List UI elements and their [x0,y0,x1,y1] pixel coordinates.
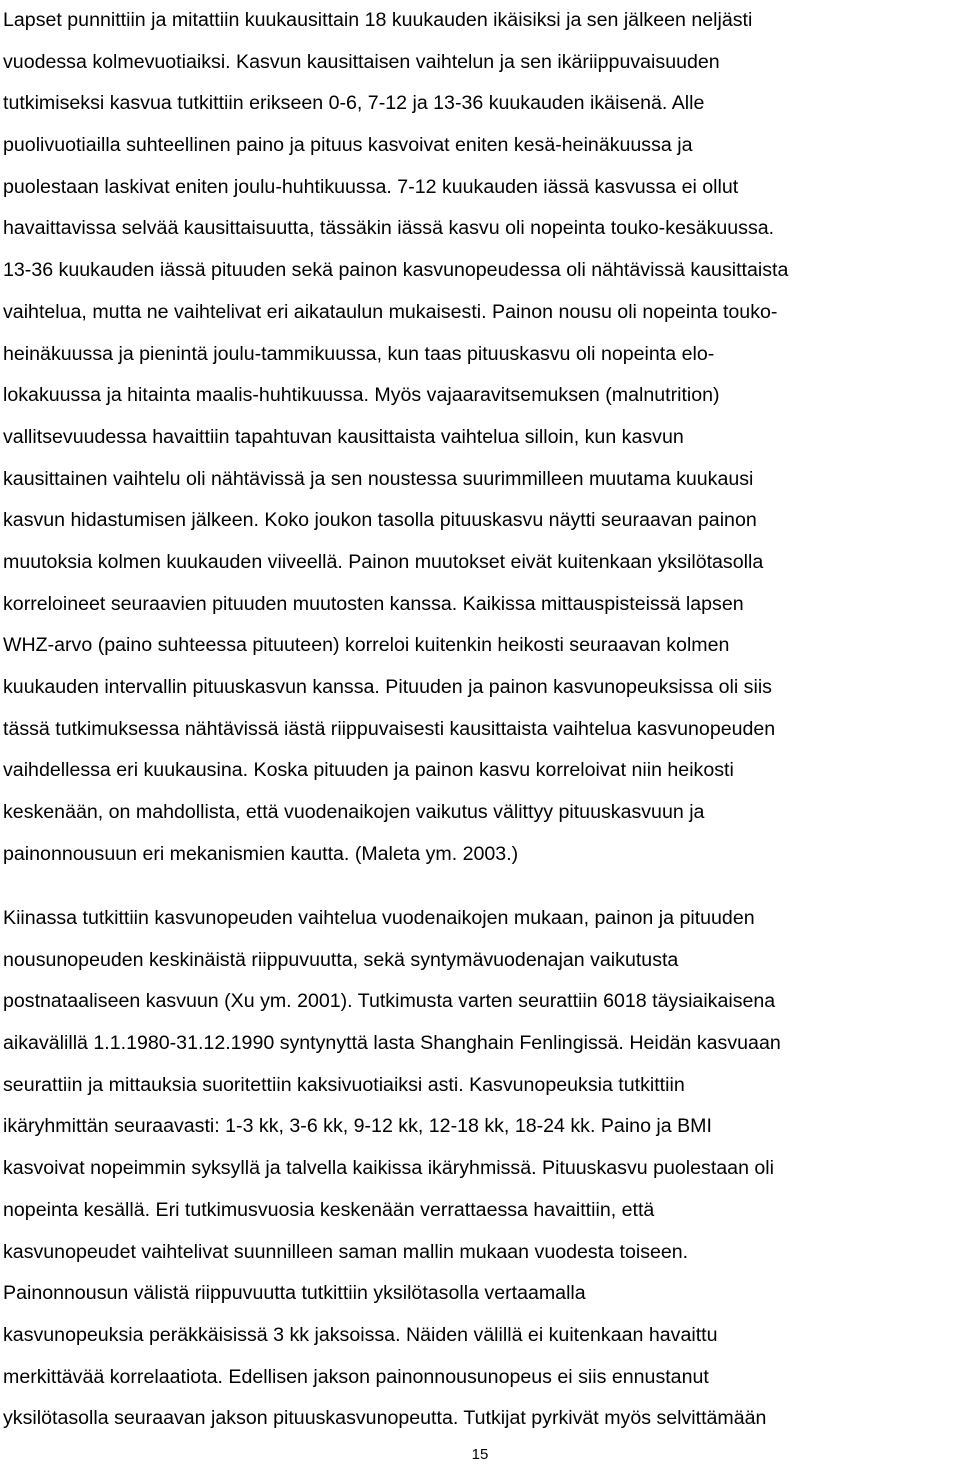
text-line: havaittavissa selvää kausittaisuutta, tässäkin iässä kasvu oli nopeinta touko-kesäkuussa. [3,217,775,240]
text-line: yksilötasolla seuraavan jakson pituuskasvunopeutta. Tutkijat pyrkivät myös selvittämään [3,1407,767,1430]
text-line: Kiinassa tutkittiin kasvunopeuden vaihtelua vuodenaikojen mukaan, painon ja pituuden [3,907,755,929]
text-line: heinäkuussa ja pienintä joulu-tammikuussa, kun taas pituuskasvu oli nopeinta elo- [3,342,715,365]
text-line: nopeinta kesällä. Eri tutkimusvuosia keskenään verrattaessa havaittiin, että [3,1198,655,1221]
text-line: kasvoivat nopeimmin syksyllä ja talvella kaikissa ikäryhmissä. Pituuskasvu puolestaan oli [3,1157,775,1180]
text-line: kasvunopeuksia peräkkäisissä 3 kk jaksoissa. Näiden välillä ei kuitenkaan havaittu [3,1323,718,1346]
text-line: Painonnousun välistä riippuvuutta tutkittiin yksilötasolla vertaamalla [3,1282,586,1305]
text-line: tutkimiseksi kasvua tutkittiin erikseen 0-6, 7-12 ja 13-36 kuukauden ikäisenä. Alle [3,92,705,115]
text-line: puolestaan laskivat eniten joulu-huhtikuussa. 7-12 kuukauden iässä kasvussa ei ollut [3,175,739,198]
text-line: vaihdellessa eri kuukausina. Koska pituuden ja painon kasvu korreloivat niin heikosti [3,759,734,782]
text-line: ikäryhmittän seuraavasti: 1-3 kk, 3-6 kk, 9-12 kk, 12-18 kk, 18-24 kk. Paino ja BMI [3,1115,712,1138]
text-line: kausittainen vaihtelu oli nähtävissä ja sen noustessa suurimmilleen muutama kuukausi [3,467,754,490]
text-line: vuodessa kolmevuotiaiksi. Kasvun kausittaisen vaihtelun ja sen ikäriippuvaisuuden [3,50,720,73]
paragraph-1 [3,0,960,875]
text-line: kasvun hidastumisen jälkeen. Koko joukon tasolla pituuskasvu näytti seuraavan painon [3,509,757,532]
text-line: kasvunopeudet vaihtelivat suunnilleen saman mallin mukaan vuodesta toiseen. [3,1240,689,1263]
text-line: 13-36 kuukauden iässä pituuden sekä painon kasvunopeudessa oli nähtävissä kausittaista [3,259,789,282]
text-line: korreloineet seuraavien pituuden muutosten kanssa. Kaikissa mittauspisteissä lapsen [3,592,744,615]
text-line: vallitsevuudessa havaittiin tapahtuvan kausittaista vaihtelua silloin, kun kasvun [3,425,684,448]
text-line: nousunopeuden keskinäistä riippuvuutta, sekä syntymävuodenajan vaikutusta [3,948,679,971]
text-line: tässä tutkimuksessa nähtävissä iästä riippuvaisesti kausittaista vaihtelua kasvunopeuden [3,717,776,740]
text-line: WHZ-arvo (paino suhteessa pituuteen) korreloi kuitenkin heikosti seuraavan kolmen [3,634,730,657]
text-line: vaihtelua, mutta ne vaihtelivat eri aikataulun mukaisesti. Painon nousu oli nopeinta touko- [3,300,778,323]
text-line: aikavälillä 1.1.1980-31.12.1990 syntynyttä lasta Shanghain Fenlingissä. Heidän kasvuaan [3,1032,781,1055]
text-line: Lapset punnittiin ja mitattiin kuukausittain 18 kuukauden ikäisiksi ja sen jälkeen neljästi [3,9,753,31]
text-line: lokakuussa ja hitainta maalis-huhtikuussa. Myös vajaaravitsemuksen (malnutrition) [3,384,720,407]
text-line: keskenään, on mahdollista, että vuodenaikojen vaikutus välittyy pituuskasvuun ja [3,801,705,824]
page-number: 15 [471,1446,489,1463]
text-line: puolivuotiailla suhteellinen paino ja pituus kasvoivat eniten kesä-heinäkuussa ja [3,134,693,157]
paragraph-2 [3,898,960,1440]
text-line: merkittävää korrelaatiota. Edellisen jakson painonnousunopeus ei siis ennustanut [3,1365,709,1388]
text-line: postnataaliseen kasvuun (Xu ym. 2001). Tutkimusta varten seurattiin 6018 täysiaikaisena [3,990,776,1013]
text-line: muutoksia kolmen kuukauden viiveellä. Painon muutokset eivät kuitenkaan yksilötasolla [3,550,764,573]
text-line: painonnousuun eri mekanismien kautta. (Maleta ym. 2003.) [3,842,519,865]
text-line: kuukauden intervallin pituuskasvun kanssa. Pituuden ja painon kasvunopeuksissa oli siis [3,676,772,698]
text-line: seurattiin ja mittauksia suoritettiin kaksivuotiaiksi asti. Kasvunopeuksia tutkittiin [3,1073,685,1096]
